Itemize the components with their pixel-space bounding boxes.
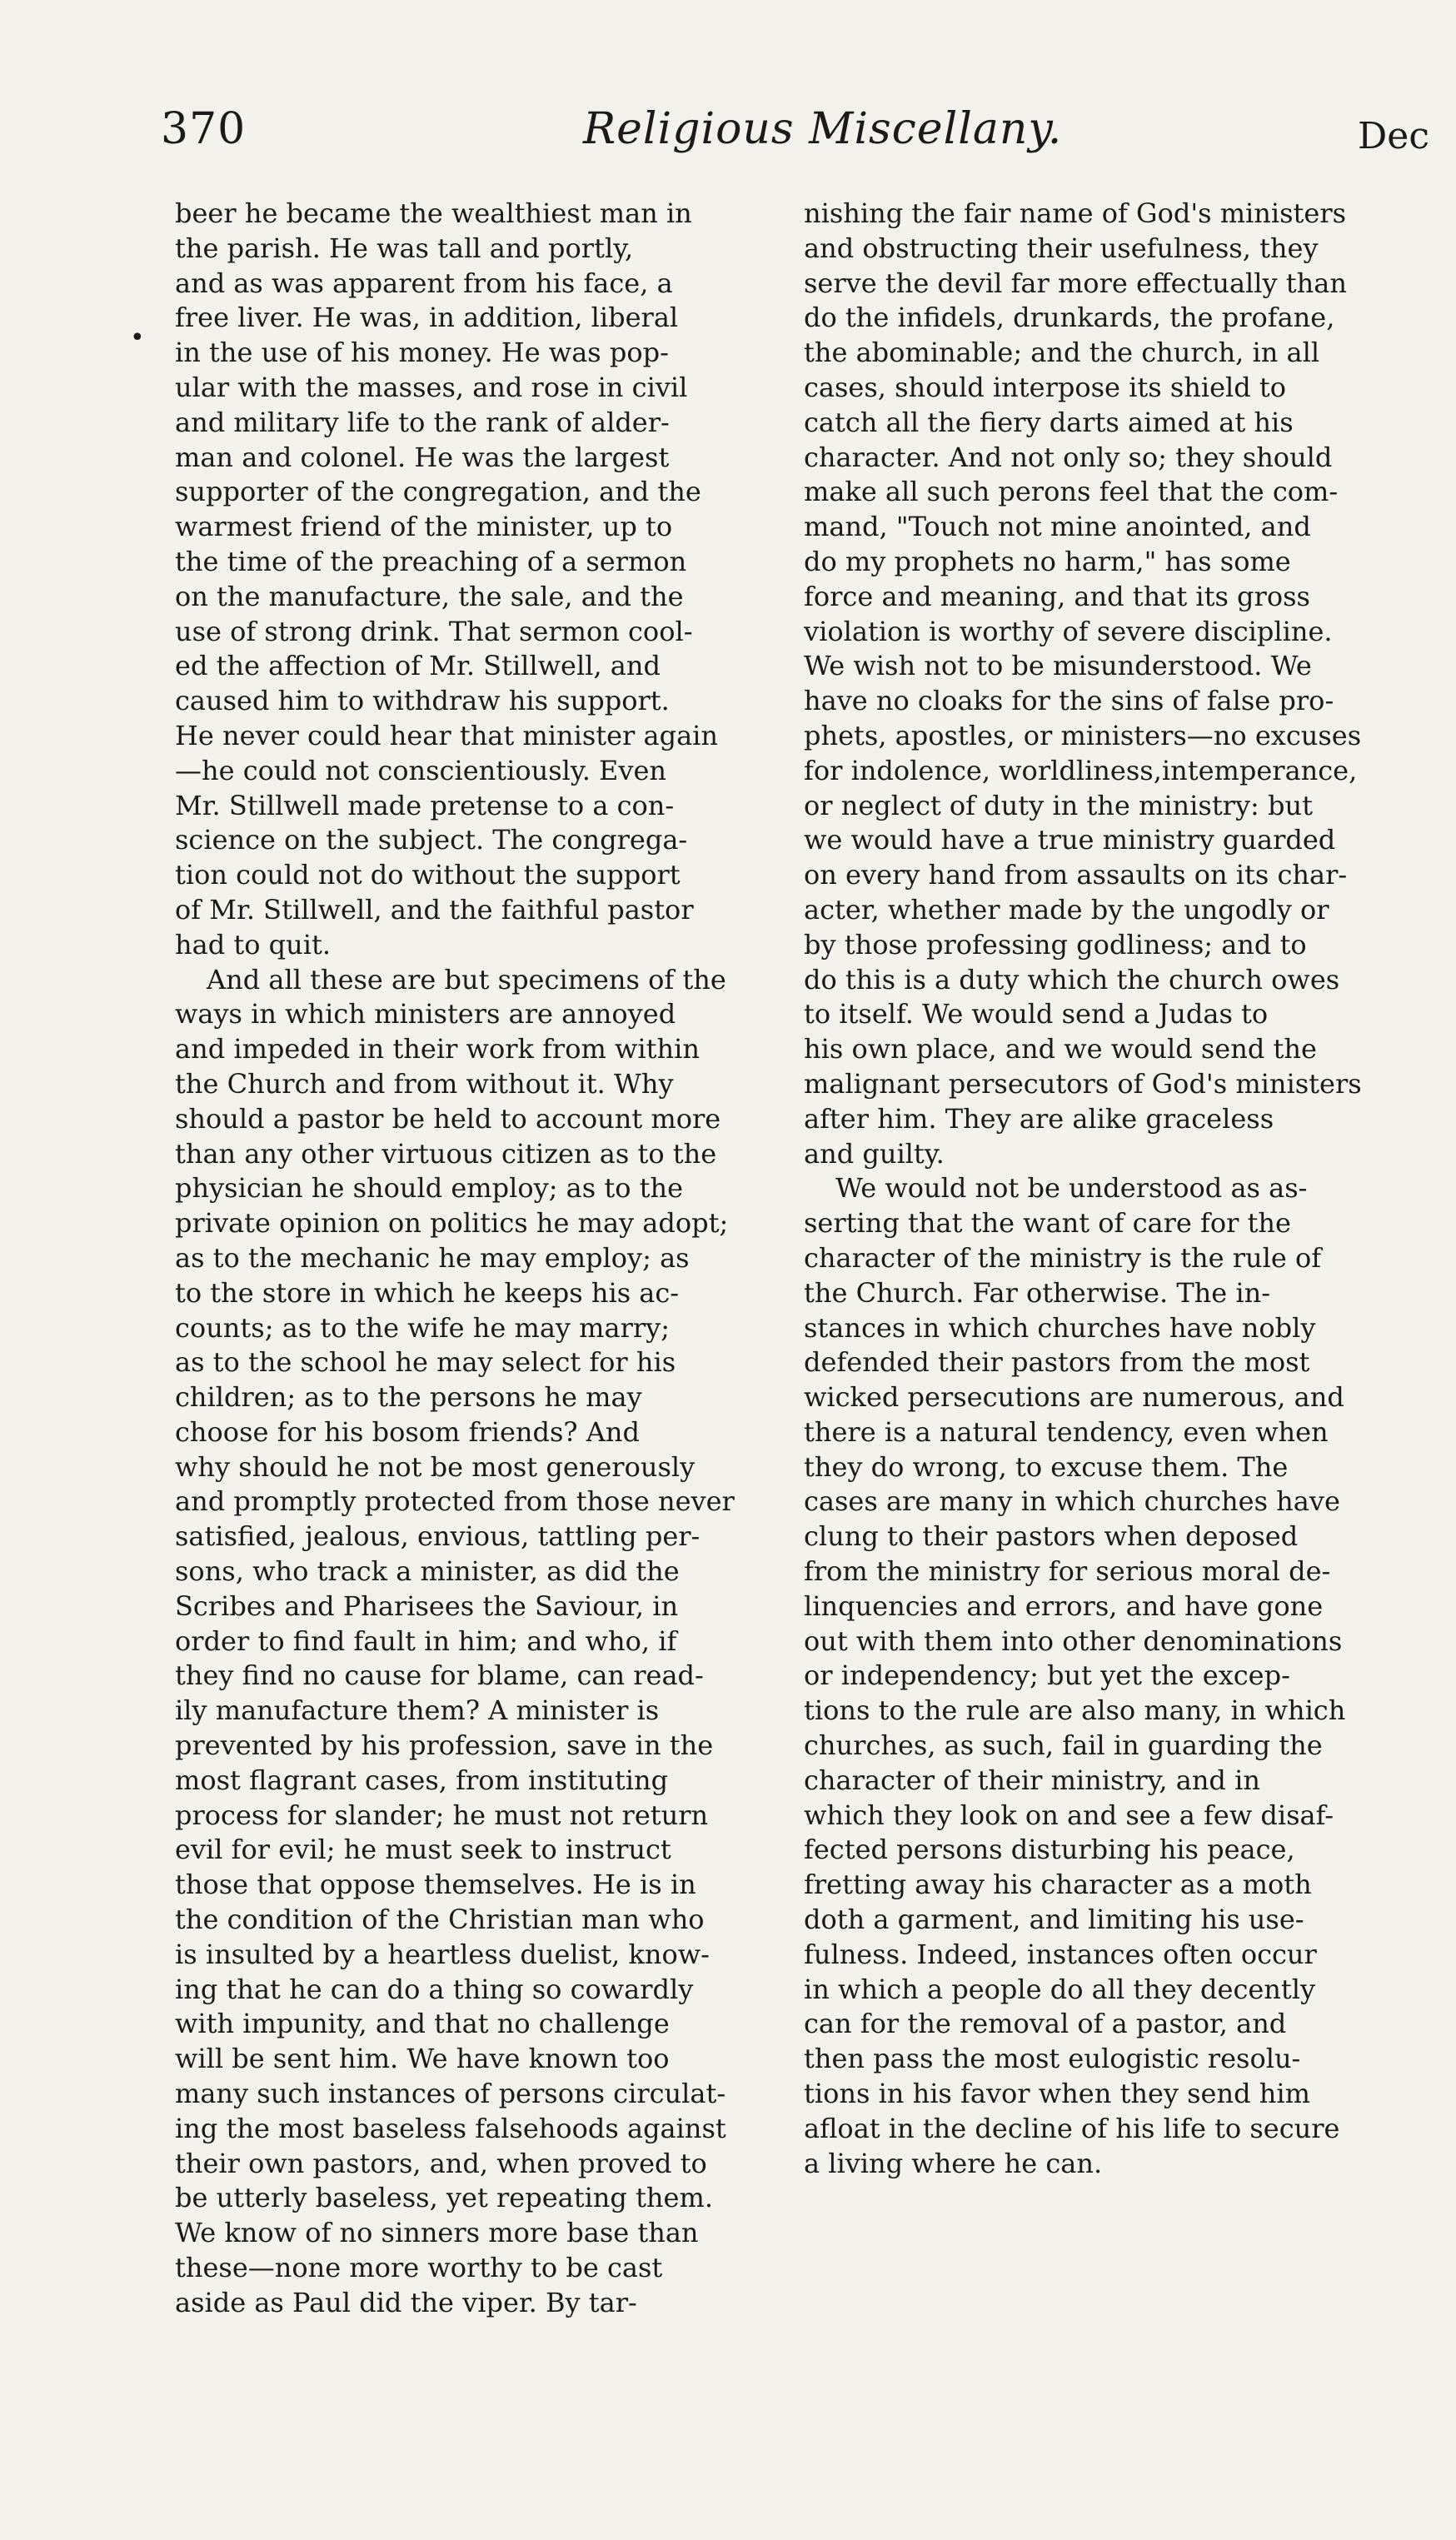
- left-column-line: why should he not be most generously: [175, 1450, 696, 1483]
- left-column-line: We know of no sinners more base than: [175, 2217, 699, 2249]
- left-column-line: their own pastors, and, when proved to: [175, 2147, 707, 2179]
- left-column-line: process for slander; he must not return: [175, 1799, 709, 1831]
- right-column-line: do the infidels, drunkards, the profane,: [804, 302, 1335, 334]
- left-column-line: He never could hear that minister again: [175, 719, 718, 751]
- left-column-line: ing that he can do a thing so cowardly: [175, 1973, 694, 2005]
- right-column-line: can for the removal of a pastor, and: [804, 2008, 1287, 2040]
- right-column-line: fulness. Indeed, instances often occur: [804, 1938, 1317, 1970]
- right-column-line: cases are many in which churches have: [804, 1485, 1340, 1518]
- left-column-line: free liver. He was, in addition, liberal: [175, 302, 679, 334]
- right-column-line: afloat in the decline of his life to secure: [804, 2112, 1340, 2144]
- right-column-line: or neglect of duty in the ministry: but: [804, 789, 1313, 821]
- right-column-line: on every hand from assaults on its char-: [804, 859, 1348, 891]
- left-column-line: satisfied, jealous, envious, tattling per-: [175, 1520, 701, 1553]
- page-number: 370: [161, 104, 247, 154]
- right-column-line: by those professing godliness; and to: [804, 928, 1307, 961]
- right-column-line: We would not be understood as as-: [835, 1172, 1308, 1205]
- right-column-line: the abominable; and the church, in all: [804, 337, 1320, 369]
- right-column-line: make all such perons feel that the com-: [804, 476, 1339, 508]
- right-column-line: after him. They are alike graceless: [804, 1102, 1274, 1135]
- running-header: [0, 0, 1456, 175]
- right-column-line: malignant persecutors of God's ministers: [804, 1067, 1362, 1100]
- right-column-line: stances in which churches have nobly: [804, 1311, 1316, 1344]
- left-column-line: as to the mechanic he may employ; as: [175, 1241, 690, 1274]
- left-column-line: should a pastor be held to account more: [175, 1102, 721, 1135]
- right-column-line: a living where he can.: [804, 2147, 1103, 2179]
- right-column-line: and obstructing their usefulness, they: [804, 232, 1319, 264]
- left-column-line: private opinion on politics he may adopt;: [175, 1207, 729, 1240]
- left-column-line: and promptly protected from those never: [175, 1485, 735, 1518]
- left-column-line: those that oppose themselves. He is in: [175, 1869, 696, 1901]
- left-column-line: warmest friend of the minister, up to: [175, 511, 673, 543]
- left-column-line: these—none more worthy to be cast: [175, 2252, 663, 2284]
- left-column-line: be utterly baseless, yet repeating them.: [175, 2182, 713, 2214]
- right-column-line: defended their pastors from the most: [804, 1346, 1310, 1379]
- left-column-line: most flagrant cases, from instituting: [175, 1764, 669, 1796]
- right-column-line: mand, "Touch not mine anointed, and: [804, 511, 1311, 543]
- left-column-line: on the manufacture, the sale, and the: [175, 580, 684, 612]
- left-column-line: order to find fault in him; and who, if: [175, 1624, 677, 1657]
- left-column-line: evil for evil; he must seek to instruct: [175, 1834, 671, 1866]
- left-column-line: counts; as to the wife he may marry;: [175, 1311, 671, 1344]
- left-column-line: aside as Paul did the viper. By tar-: [175, 2286, 637, 2318]
- right-column-line: his own place, and we would send the: [804, 1033, 1317, 1065]
- right-column-line: wicked persecutions are numerous, and: [804, 1381, 1344, 1414]
- right-column-line: they do wrong, to excuse them. The: [804, 1450, 1289, 1483]
- right-column-line: then pass the most eulogistic resolu-: [804, 2043, 1301, 2075]
- left-column-line: the parish. He was tall and portly,: [175, 232, 634, 264]
- left-column-line: children; as to the persons he may: [175, 1381, 642, 1414]
- right-column-line: to itself. We would send a Judas to: [804, 998, 1269, 1030]
- right-column-line: We wish not to be misunderstood. We: [804, 650, 1312, 682]
- right-column-line: clung to their pastors when deposed: [804, 1520, 1299, 1553]
- left-column-line: caused him to withdraw his support.: [175, 685, 670, 717]
- left-column-line: ed the affection of Mr. Stillwell, and: [175, 650, 661, 682]
- left-column-line: than any other virtuous citizen as to the: [175, 1137, 717, 1170]
- left-column-line: tion could not do without the support: [175, 859, 681, 891]
- right-column-line: character of their ministry, and in: [804, 1764, 1260, 1796]
- right-column-line: force and meaning, and that its gross: [804, 580, 1310, 612]
- left-column-line: prevented by his profession, save in the: [175, 1729, 714, 1762]
- right-column-line: tions to the rule are also many, in which: [804, 1694, 1346, 1727]
- left-column-line: ing the most baseless falsehoods against: [175, 2112, 726, 2144]
- left-column-line: sons, who track a minister, as did the: [175, 1555, 680, 1588]
- left-column-line: Scribes and Pharisees the Saviour, in: [175, 1589, 679, 1622]
- right-column-line: character of the ministry is the rule of: [804, 1241, 1322, 1274]
- left-column-line: of Mr. Stillwell, and the faithful pastor: [175, 893, 694, 926]
- left-column-line: and military life to the rank of alder-: [175, 406, 670, 438]
- right-column-line: have no cloaks for the sins of false pro-: [804, 685, 1334, 717]
- left-column-line: the condition of the Christian man who: [175, 1904, 705, 1936]
- right-column-line: in which a people do all they decently: [804, 1973, 1316, 2005]
- left-column-line: and as was apparent from his face, a: [175, 267, 673, 299]
- running-title: Religious Miscellany.: [583, 104, 1063, 154]
- right-column-line: which they look on and see a few disaf-: [804, 1799, 1334, 1831]
- left-column-line: is insulted by a heartless duelist, know-: [175, 1938, 710, 1970]
- left-column-line: ways in which ministers are annoyed: [175, 998, 676, 1030]
- left-column-line: in the use of his money. He was pop-: [175, 337, 669, 369]
- right-column-line: cases, should interpose its shield to: [804, 371, 1287, 403]
- left-column-line: —he could not conscientiously. Even: [175, 754, 667, 786]
- right-column-line: we would have a true ministry guarded: [804, 824, 1336, 856]
- right-column-line: the Church. Far otherwise. The in-: [804, 1276, 1271, 1309]
- left-column-line: as to the school he may select for his: [175, 1346, 676, 1379]
- left-column-line: choose for his bosom friends? And: [175, 1415, 640, 1448]
- left-column-line: the Church and from without it. Why: [175, 1067, 674, 1100]
- left-column: [175, 197, 816, 2321]
- left-column-line: had to quit.: [175, 928, 331, 961]
- left-column-line: supporter of the congregation, and the: [175, 476, 701, 508]
- left-column-line: will be sent him. We have known too: [175, 2043, 670, 2075]
- right-column-line: out with them into other denominations: [804, 1624, 1343, 1657]
- left-column-line: many such instances of persons circulat-: [175, 2078, 726, 2110]
- right-column-line: do my prophets no harm," has some: [804, 545, 1291, 577]
- left-column-line: the time of the preaching of a sermon: [175, 545, 687, 577]
- running-month: Dec: [1358, 115, 1429, 157]
- left-column-line: use of strong drink. That sermon cool-: [175, 615, 693, 647]
- right-column-line: linquencies and errors, and have gone: [804, 1589, 1324, 1622]
- right-column-line: catch all the fiery darts aimed at his: [804, 406, 1294, 438]
- right-column-line: nishing the fair name of God's ministers: [804, 197, 1347, 229]
- left-column-line: to the store in which he keeps his ac-: [175, 1276, 680, 1309]
- right-column-line: for indolence, worldliness,intemperance,: [804, 754, 1358, 786]
- left-column-line: they find no cause for blame, can read-: [175, 1659, 704, 1692]
- left-column-line: ily manufacture them? A minister is: [175, 1694, 660, 1727]
- right-column-line: or independency; but yet the excep-: [804, 1659, 1290, 1692]
- right-column-line: fretting away his character as a moth: [804, 1869, 1312, 1901]
- right-column-line: doth a garment, and limiting his use-: [804, 1904, 1304, 1936]
- right-column: [804, 197, 1420, 2181]
- right-column-line: tions in his favor when they send him: [804, 2078, 1310, 2110]
- margin-mark: •: [130, 323, 145, 352]
- right-column-line: and guilty.: [804, 1137, 945, 1170]
- left-column-line: physician he should employ; as to the: [175, 1172, 684, 1205]
- left-column-line: and impeded in their work from within: [175, 1033, 700, 1065]
- right-column-line: churches, as such, fail in guarding the: [804, 1729, 1323, 1762]
- left-column-line: beer he became the wealthiest man in: [175, 197, 692, 229]
- right-column-line: character. And not only so; they should: [804, 441, 1333, 473]
- right-column-line: violation is worthy of severe discipline.: [804, 615, 1333, 647]
- right-column-line: do this is a duty which the church owes: [804, 963, 1340, 996]
- right-column-line: serting that the want of care for the: [804, 1207, 1291, 1240]
- left-column-line: ular with the masses, and rose in civil: [175, 371, 688, 403]
- left-column-line: science on the subject. The congrega-: [175, 824, 688, 856]
- left-column-line: And all these are but specimens of the: [207, 963, 726, 996]
- right-column-line: fected persons disturbing his peace,: [804, 1834, 1295, 1866]
- right-column-line: there is a natural tendency, even when: [804, 1415, 1329, 1448]
- left-column-line: with impunity, and that no challenge: [175, 2008, 670, 2040]
- left-column-line: man and colonel. He was the largest: [175, 441, 670, 473]
- right-column-line: serve the devil far more effectually than: [804, 267, 1347, 299]
- right-column-line: acter, whether made by the ungodly or: [804, 893, 1329, 926]
- right-column-line: from the ministry for serious moral de-: [804, 1555, 1331, 1588]
- left-column-line: Mr. Stillwell made pretense to a con-: [175, 789, 675, 821]
- right-column-line: phets, apostles, or ministers—no excuses: [804, 719, 1362, 751]
